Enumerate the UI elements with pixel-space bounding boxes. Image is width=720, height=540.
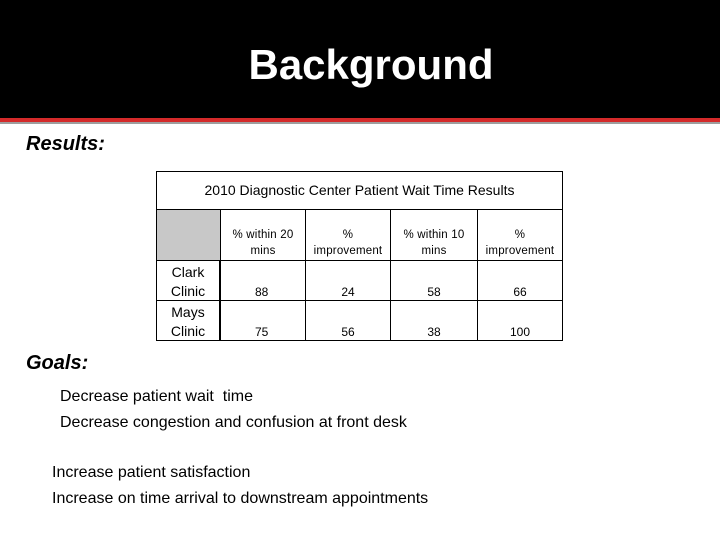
slide-header [0, 0, 720, 118]
column-header [306, 210, 391, 261]
table-cell: 38 [391, 301, 478, 340]
goal-item: Increase patient satisfaction [52, 464, 251, 481]
goals-list-secondary [52, 460, 428, 512]
goal-item: Decrease patient wait time [60, 388, 253, 405]
column-header-line: improvement [313, 245, 383, 257]
table-corner-cell [157, 210, 221, 261]
column-header-line: improvement [485, 245, 555, 257]
column-header [221, 210, 306, 261]
table-cell: 66 [478, 261, 562, 301]
table-cell: 88 [221, 261, 306, 301]
goal-item: Increase on time arrival to downstream appointments [52, 490, 429, 507]
table-title: 2010 Diagnostic Center Patient Wait Time Results [157, 172, 562, 210]
column-header [391, 210, 478, 261]
column-header-line: mins [250, 245, 276, 257]
results-label: Results: [26, 133, 105, 155]
slide-title: Background [248, 41, 494, 88]
row-header-mays-clinic [157, 301, 221, 340]
column-header [478, 210, 562, 261]
row-header-clark-clinic [157, 261, 221, 301]
table-cell: 75 [221, 301, 306, 340]
goals-label: Goals: [26, 352, 89, 374]
goal-item: Decrease congestion and confusion at front desk [60, 414, 407, 431]
goals-list-primary [60, 384, 407, 436]
header-accent-line [0, 118, 720, 124]
table-cell: 100 [509, 325, 531, 339]
column-header-line: % within 20 [232, 229, 294, 241]
table-cell: 24 [306, 261, 391, 301]
row-header-line: Mays [171, 304, 205, 320]
table-cell: 58 [391, 261, 478, 301]
row-header-line: Clark [171, 264, 205, 280]
column-header-line: % within 10 [403, 229, 465, 241]
wait-time-table [156, 171, 563, 341]
row-header-line: Clinic [170, 283, 206, 299]
table-cell: 56 [306, 301, 391, 340]
column-header-line: % [514, 229, 526, 241]
row-header-line: Clinic [170, 323, 206, 339]
column-header-line: % [342, 229, 354, 241]
column-header-line: mins [421, 245, 447, 257]
